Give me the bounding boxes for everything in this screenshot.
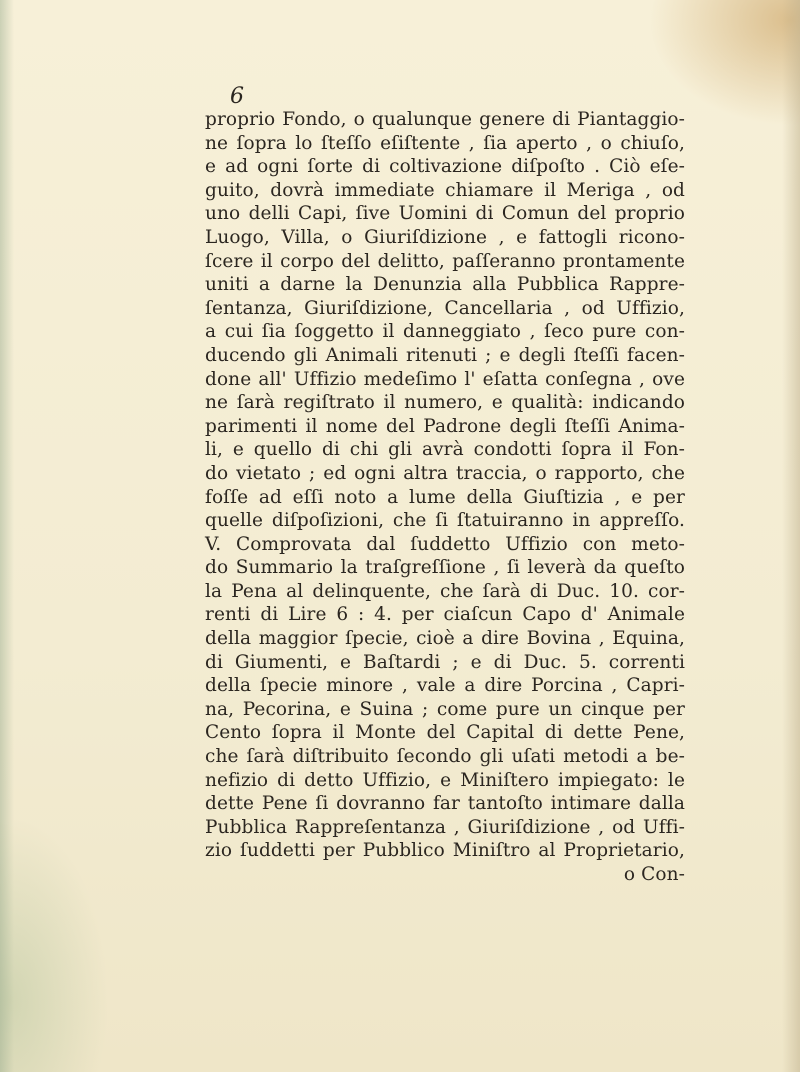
text-line: ne ſopra lo ſteſſo eſiſtente , ſia aperto , o chiuſo, [205, 132, 685, 154]
text-line: della maggior ſpecie, cioè a dire Bovina , Equina, [205, 628, 685, 650]
text-line: ſentanza, Giuriſdizione, Cancellaria , od Uffizio, [205, 297, 685, 319]
text-line: ſcere il corpo del delitto, paſſeranno prontamente [205, 250, 685, 272]
page-edge-right [782, 0, 800, 1072]
text-line: foſſe ad eſſi noto a lume della Giuſtizia , e per [205, 486, 685, 508]
text-line: che ſarà diſtribuito ſecondo gli uſati metodi a be- [205, 746, 685, 768]
text-line: Cento ſopra il Monte del Capital di dette Pene, [205, 722, 685, 744]
text-line: do Summario la traſgreſſione , ſi leverà da queſto [205, 557, 685, 579]
text-line: zio ſuddetti per Pubblico Miniſtro al Proprietario, [205, 840, 685, 862]
text-line: done all' Uffizio medeſimo l' eſatta conſegna , ove [205, 368, 685, 390]
text-line: V. Comprovata dal ſuddetto Uffizio con meto- [205, 533, 685, 555]
text-line: uniti a darne la Denunzia alla Pubblica Rappre- [205, 274, 685, 296]
text-line: nefizio di detto Uffizio, e Miniſtero impiegato: le [205, 769, 685, 791]
text-line: ne ſarà regiſtrato il numero, e qualità: indicando [205, 392, 685, 414]
text-line: della ſpecie minore , vale a dire Porcina , Capri- [205, 675, 685, 697]
text-line: proprio Fondo, o qualunque genere di Piantaggio- [205, 109, 685, 130]
text-line: na, Pecorina, e Suina ; come pure un cinque per [205, 698, 685, 720]
text-line: la Pena al delinquente, che ſarà di Duc. 10. cor- [205, 580, 685, 602]
catchword: o Con- [623, 864, 685, 885]
text-line: di Giumenti, e Baſtardi ; e di Duc. 5. correnti [205, 651, 685, 673]
text-line: uno delli Capi, ſive Uomini di Comun del proprio [205, 203, 685, 225]
text-line: ducendo gli Animali ritenuti ; e degli ſteſſi facen- [205, 344, 685, 366]
text-line: do vietato ; ed ogni altra traccia, o rapporto, che [205, 462, 685, 484]
text-line: quelle diſpoſizioni, che ſi ſtatuiranno in appreſſo. [205, 510, 685, 532]
text-line: e ad ogni ſorte di coltivazione diſpoſto . Ciò eſe- [205, 156, 685, 178]
text-line: li, e quello di chi gli avrà condotti ſopra il Fon- [205, 439, 685, 461]
body-text [205, 108, 685, 887]
text-line: parimenti il nome del Padrone degli ſteſſi Anima- [205, 415, 685, 437]
text-line: Pubblica Rappreſentanza , Giuriſdizione , od Uffi- [205, 816, 685, 838]
page-number: 6 [230, 84, 244, 109]
text-line: renti di Lire 6 : 4. per ciaſcun Capo d' Animale [205, 604, 685, 626]
page-edge-left [0, 0, 14, 1072]
text-line: a cui ſia ſoggetto il danneggiato , ſeco pure con- [205, 321, 685, 343]
text-line: dette Pene ſi dovranno far tantoſto intimare dalla [205, 793, 685, 815]
text-line: guito, dovrà immediate chiamare il Meriga , od [205, 179, 685, 201]
text-line: Luogo, Villa, o Giuriſdizione , e fattogli ricono- [205, 226, 685, 248]
